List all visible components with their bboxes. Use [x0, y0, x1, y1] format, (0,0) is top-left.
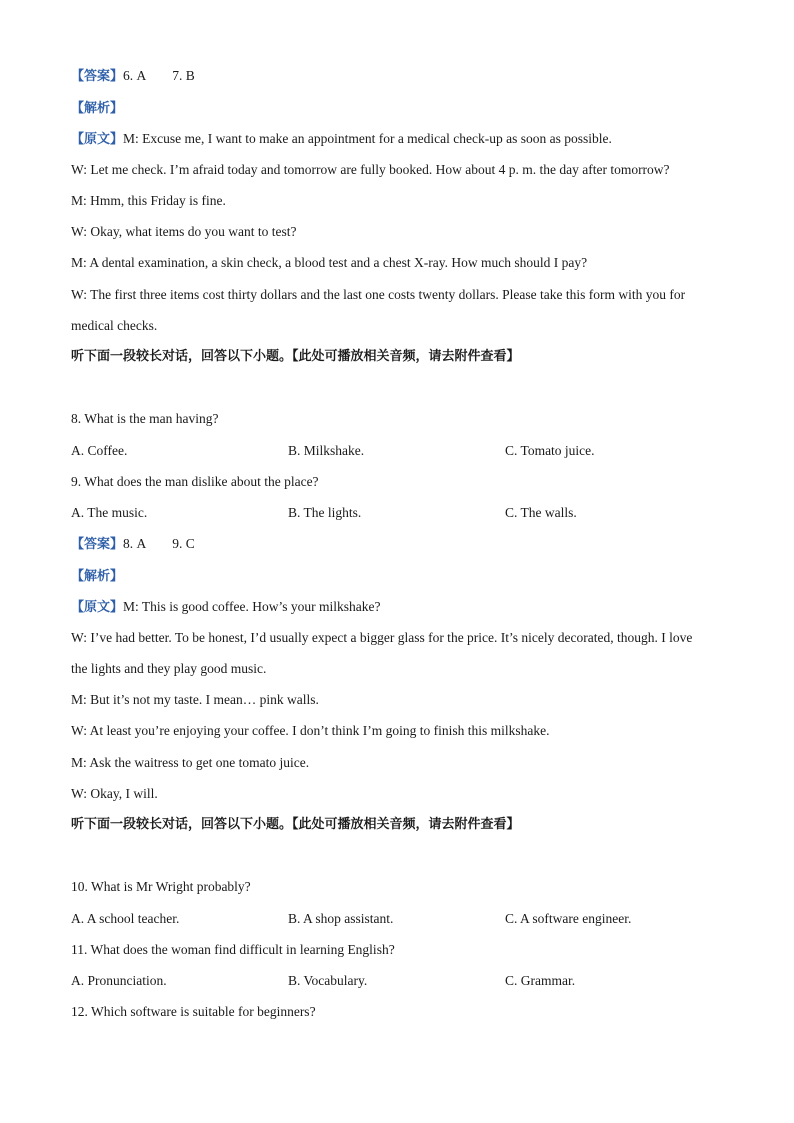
analysis-heading [71, 99, 123, 118]
answer-line-6-7 [71, 67, 195, 86]
answer-value: 9. C [172, 536, 195, 551]
option-c: C. A software engineer. [505, 911, 632, 926]
question-9: 9. What does the man dislike about the place? [71, 474, 319, 489]
transcript-line [71, 130, 612, 149]
listening-instruction: 听下面一段较长对话，回答以下小题。【此处可播放相关音频，请去附件查看】 [71, 349, 520, 364]
option-c: C. Grammar. [505, 973, 576, 988]
option-a: A. Pronunciation. [71, 973, 167, 988]
listening-instruction: 听下面一段较长对话，回答以下小题。【此处可播放相关音频，请去附件查看】 [71, 817, 520, 832]
question-12: 12. Which software is suitable for beginners? [71, 1004, 316, 1019]
option-b: B. Milkshake. [288, 443, 365, 458]
option-a: A. Coffee. [71, 443, 128, 458]
original-tag: 【原文】 [71, 600, 124, 615]
transcript-line: M: Hmm, this Friday is fine. [71, 193, 226, 208]
transcript-line: W: I’ve had better. To be honest, I’d usually expect a bigger glass for the price. It’s nicely decorated, though. I love [71, 630, 693, 645]
transcript-line: M: A dental examination, a skin check, a blood test and a chest X-ray. How much should I pay? [71, 255, 588, 270]
transcript-text: M: Excuse me, I want to make an appointment for a medical check-up as soon as possible. [123, 131, 612, 146]
transcript-line: M: But it’s not my taste. I mean… pink walls. [71, 692, 319, 707]
transcript-line: the lights and they play good music. [71, 661, 267, 676]
answer-value: 7. B [172, 68, 195, 83]
answer-tag: 【答案】 [71, 537, 124, 552]
option-a: A. The music. [71, 505, 148, 520]
answer-value: 6. A [123, 68, 147, 83]
option-c: C. The walls. [505, 505, 577, 520]
transcript-line: W: The first three items cost thirty dollars and the last one costs twenty dollars. Please take this form with you for [71, 287, 686, 302]
question-11: 11. What does the woman find difficult in learning English? [71, 942, 395, 957]
transcript-line: M: Ask the waitress to get one tomato juice. [71, 755, 310, 770]
transcript-line: W: Let me check. I’m afraid today and tomorrow are fully booked. How about 4 p. m. the day after tomorrow? [71, 162, 670, 177]
transcript-line [71, 598, 381, 617]
answer-value: 8. A [123, 536, 147, 551]
option-b: B. A shop assistant. [288, 911, 394, 926]
question-8: 8. What is the man having? [71, 411, 219, 426]
answer-line-8-9 [71, 535, 195, 554]
transcript-line: medical checks. [71, 318, 158, 333]
analysis-tag: 【解析】 [71, 101, 124, 116]
analysis-tag: 【解析】 [71, 569, 124, 584]
answer-tag: 【答案】 [71, 69, 124, 84]
transcript-line: W: At least you’re enjoying your coffee. I don’t think I’m going to finish this milkshake. [71, 723, 550, 738]
option-b: B. Vocabulary. [288, 973, 368, 988]
analysis-heading [71, 567, 123, 586]
transcript-line: W: Okay, I will. [71, 786, 158, 801]
question-10: 10. What is Mr Wright probably? [71, 879, 251, 894]
option-a: A. A school teacher. [71, 911, 180, 926]
original-tag: 【原文】 [71, 132, 124, 147]
option-c: C. Tomato juice. [505, 443, 595, 458]
transcript-line: W: Okay, what items do you want to test? [71, 224, 297, 239]
option-b: B. The lights. [288, 505, 362, 520]
transcript-text: M: This is good coffee. How’s your milkshake? [123, 599, 381, 614]
